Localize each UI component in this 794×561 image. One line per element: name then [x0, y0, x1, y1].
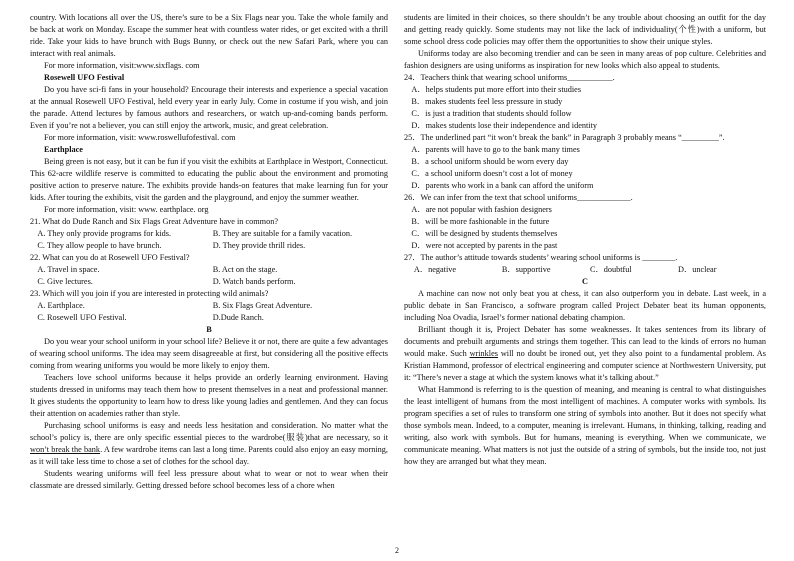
- section-c-heading: C: [582, 277, 588, 286]
- question-21-options-row2: [30, 240, 388, 252]
- question-21-options-row1: [30, 228, 388, 240]
- b3-text-end: . A few wardrobe items can last a long time. Parents could also enjoy an easy morning, as it will take less time to chose a set of clothes for the school day.: [30, 445, 388, 466]
- passage-c-paragraph-2: [404, 324, 766, 384]
- passage-b-continued: students are limited in their choices, so there shouldn’t be any trouble about choosing an outfit for the day and getting ready quickly. Some students may not like the lack of individuality(个性)with a uniform, but some school dress code policies may offer them the opportunities to show their unique styles.: [404, 13, 766, 46]
- q24-option-a: A．helps students put more effort into their studies: [411, 85, 582, 94]
- earthplace-paragraph: Being green is not easy, but it can be fun if you visit the exhibits at Earthplace in Westport, Connecticut. This 62-acre wildlife reserve is committed to educating the public about the environment and promoting positive action to preserve nature. The exhibits provide hands-on features that make learning fun for your kids. After touring the exhibits, visit the garden and the playground, and enjoy the summer weather.: [30, 157, 388, 202]
- q27-option-b: B．supportive: [501, 265, 551, 274]
- q25-option-c: C．a school uniform doesn’t cost a lot of money: [411, 169, 573, 178]
- passage-c-paragraph-3: What Hammond is referring to is the question of meaning, and meaning is central to what distinguishes the least intelligent of humans from the most intelligent of machines. A computer works with symbols. Its program specifies a set of rules to transform one string of symbols into another. But it does not specify what those symbols mean. Indeed, to a computer, meaning is irrelevant. Humans, in thinking, talking, reading and writing, also work with symbols. But for humans, meaning is everything. When we communicate, we communicate meaning. What matters is not just the outside of a string of symbols, but the inside too, not just how they are arranged but what they mean.: [404, 385, 766, 466]
- earthplace-info: For more information, visit: www. earthplace. org: [44, 205, 209, 214]
- q21-option-d: D. They provide thrill rides.: [212, 241, 306, 250]
- question-21: 21. What do Dude Ranch and Six Flags Great Adventure have in common?: [30, 217, 278, 226]
- q23-option-d: D.Dude Ranch.: [212, 313, 264, 322]
- q23-option-a: A. Earthplace.: [37, 301, 85, 310]
- q27-option-c: C．doubtful: [589, 265, 632, 274]
- q24-option-b: B．makes students feel less pressure in study: [411, 97, 563, 106]
- passage-a-paragraph: country. With locations all over the US, there’s sure to be a Six Flags near you. Take the whole family and be back at work on Monday. Escape the summer heat with countless water rides, or get excited with a thrill ride. Take your kids to have brunch with Bugs Bunny, or check out the new Safari Park, where you can interact with real animals.: [30, 13, 388, 58]
- q26-option-a: A．are not popular with fashion designers: [411, 205, 552, 214]
- q27-option-d: D．unclear: [677, 265, 717, 274]
- c2-text-start: Brilliant though it is, Project Debater has some weaknesses. It takes sentences from its library of documents and prebuilt arguments and strings them together. This can lead to the kinds of errors no human would make. Such: [404, 325, 766, 358]
- earthplace-heading: Earthplace: [44, 145, 83, 154]
- q22-option-c: C. Give lectures.: [37, 277, 93, 286]
- q21-option-b: B. They are suitable for a family vacation.: [212, 229, 353, 238]
- question-27: 27．The author’s attitude towards students’ wearing school uniforms is ________.: [404, 253, 678, 262]
- question-25: 25．The underlined part “it won’t break the bank” in Paragraph 3 probably means “_________”.: [404, 133, 725, 142]
- passage-b-paragraph-2: Teachers love school uniforms because it helps provide an orderly learning environment. Having students dressed in uniforms may teach them how to present themselves in a neat and professional manner. It gives students the opportunity to learn how to dress like young ladies and gentlemen. And they can focus their attention on academies rather than style.: [30, 373, 388, 418]
- question-24: 24．Teachers think that wearing school uniforms___________.: [404, 73, 615, 82]
- question-27-options: [404, 264, 766, 276]
- ufo-festival-info: For more information, visit: www.roswellufofestival. com: [44, 133, 236, 142]
- b3-text-start: Purchasing school uniforms is easy and needs less hesitation and consideration. No matter what the school’s policy is, there are only specific essential pieces to the wardrobe(服装)that are necessary, so it: [30, 421, 388, 442]
- q24-option-c: C．is just a tradition that students should follow: [411, 109, 572, 118]
- q25-option-d: D．parents who work in a bank can afford the uniform: [411, 181, 594, 190]
- page-number: 2: [395, 546, 399, 555]
- underlined-word: wrinkles: [469, 349, 498, 358]
- q26-option-b: B．will be more fashionable in the future: [411, 217, 550, 226]
- question-23-options-row2: [30, 312, 388, 324]
- passage-b-paragraph-4: Students wearing uniforms will feel less pressure about what to wear or not to wear when their classmate are dressed similarly. Getting dressed before school becomes less of a chore when: [30, 469, 388, 490]
- passage-b-paragraph-1: Do you wear your school uniform in your school life? Believe it or not, there are quite a few advantages of wearing school uniforms. The idea may seem disagreeable at first, but considering all the positive effects coming from wearing uniforms you would be more likely to enjoy them.: [30, 337, 388, 370]
- q22-option-d: D. Watch bands perform.: [212, 277, 296, 286]
- q21-option-c: C. They allow people to have brunch.: [37, 241, 162, 250]
- sixflags-info: For more information, visit:www.sixflags. com: [44, 61, 200, 70]
- c2-text-end: will no doubt be ironed out, yet they also point to a fundamental problem. As Kristian Hammond, professor of electrical engineering and computer science at Northwestern University, put it: “There’s never a stage at which the system knows what it’s talking about.”: [404, 349, 766, 382]
- question-23-options-row1: [30, 300, 388, 312]
- q23-option-c: C. Rosewell UFO Festival.: [37, 313, 127, 322]
- q22-option-b: B. Act on the stage.: [212, 265, 278, 274]
- q25-option-a: A．parents will have to go to the bank many times: [411, 145, 580, 154]
- q22-option-a: A. Travel in space.: [37, 265, 100, 274]
- right-column: [404, 12, 766, 468]
- question-22: 22. What can you do at Rosewell UFO Festival?: [30, 253, 190, 262]
- q21-option-a: A. They only provide programs for kids.: [37, 229, 172, 238]
- question-23: 23. Which will you join if you are interested in protecting wild animals?: [30, 289, 269, 298]
- underlined-phrase: won’t break the bank: [30, 445, 101, 454]
- passage-b-paragraph-3: [30, 420, 388, 468]
- q27-option-a: A．negative: [413, 265, 457, 274]
- q26-option-c: C．will be designed by students themselves: [411, 229, 558, 238]
- q23-option-b: B. Six Flags Great Adventure.: [212, 301, 313, 310]
- ufo-festival-heading: Rosewell UFO Festival: [44, 73, 125, 82]
- question-22-options-row1: [30, 264, 388, 276]
- section-b-heading: B: [206, 325, 212, 334]
- passage-b-paragraph-5: Uniforms today are also becoming trendier and can be seen in many areas of pop culture. Celebrities and fashion designers are using uniforms as inspiration for new looks which also appeal to students.: [404, 49, 766, 70]
- question-22-options-row2: [30, 276, 388, 288]
- question-26: 26．We can infer from the text that school uniforms_____________.: [404, 193, 633, 202]
- q25-option-b: B．a school uniform should be worn every day: [411, 157, 569, 166]
- q26-option-d: D．were not accepted by parents in the past: [411, 241, 558, 250]
- q24-option-d: D．makes students lose their independence and identity: [411, 121, 597, 130]
- ufo-festival-paragraph: Do you have sci-fi fans in your household? Encourage their interests and experience a special vacation at the annual Rosewell UFO Festival, held every year in early July. Come in costume if you wish, and join the parade. Attend lectures by famous authors and researchers, or watch up-and-coming bands perform. Even if you’re not a believer, you can still enjoy the artwork, music, and great celebration.: [30, 85, 388, 130]
- left-column: [30, 12, 388, 492]
- passage-c-paragraph-1: A machine can now not only beat you at chess, it can also outperform you in debate. Last week, in a public debate in San Francisco, a software program called Project Debater beat its human opponents, including Noa Ovadia, Israel’s former national debating champion.: [404, 289, 766, 322]
